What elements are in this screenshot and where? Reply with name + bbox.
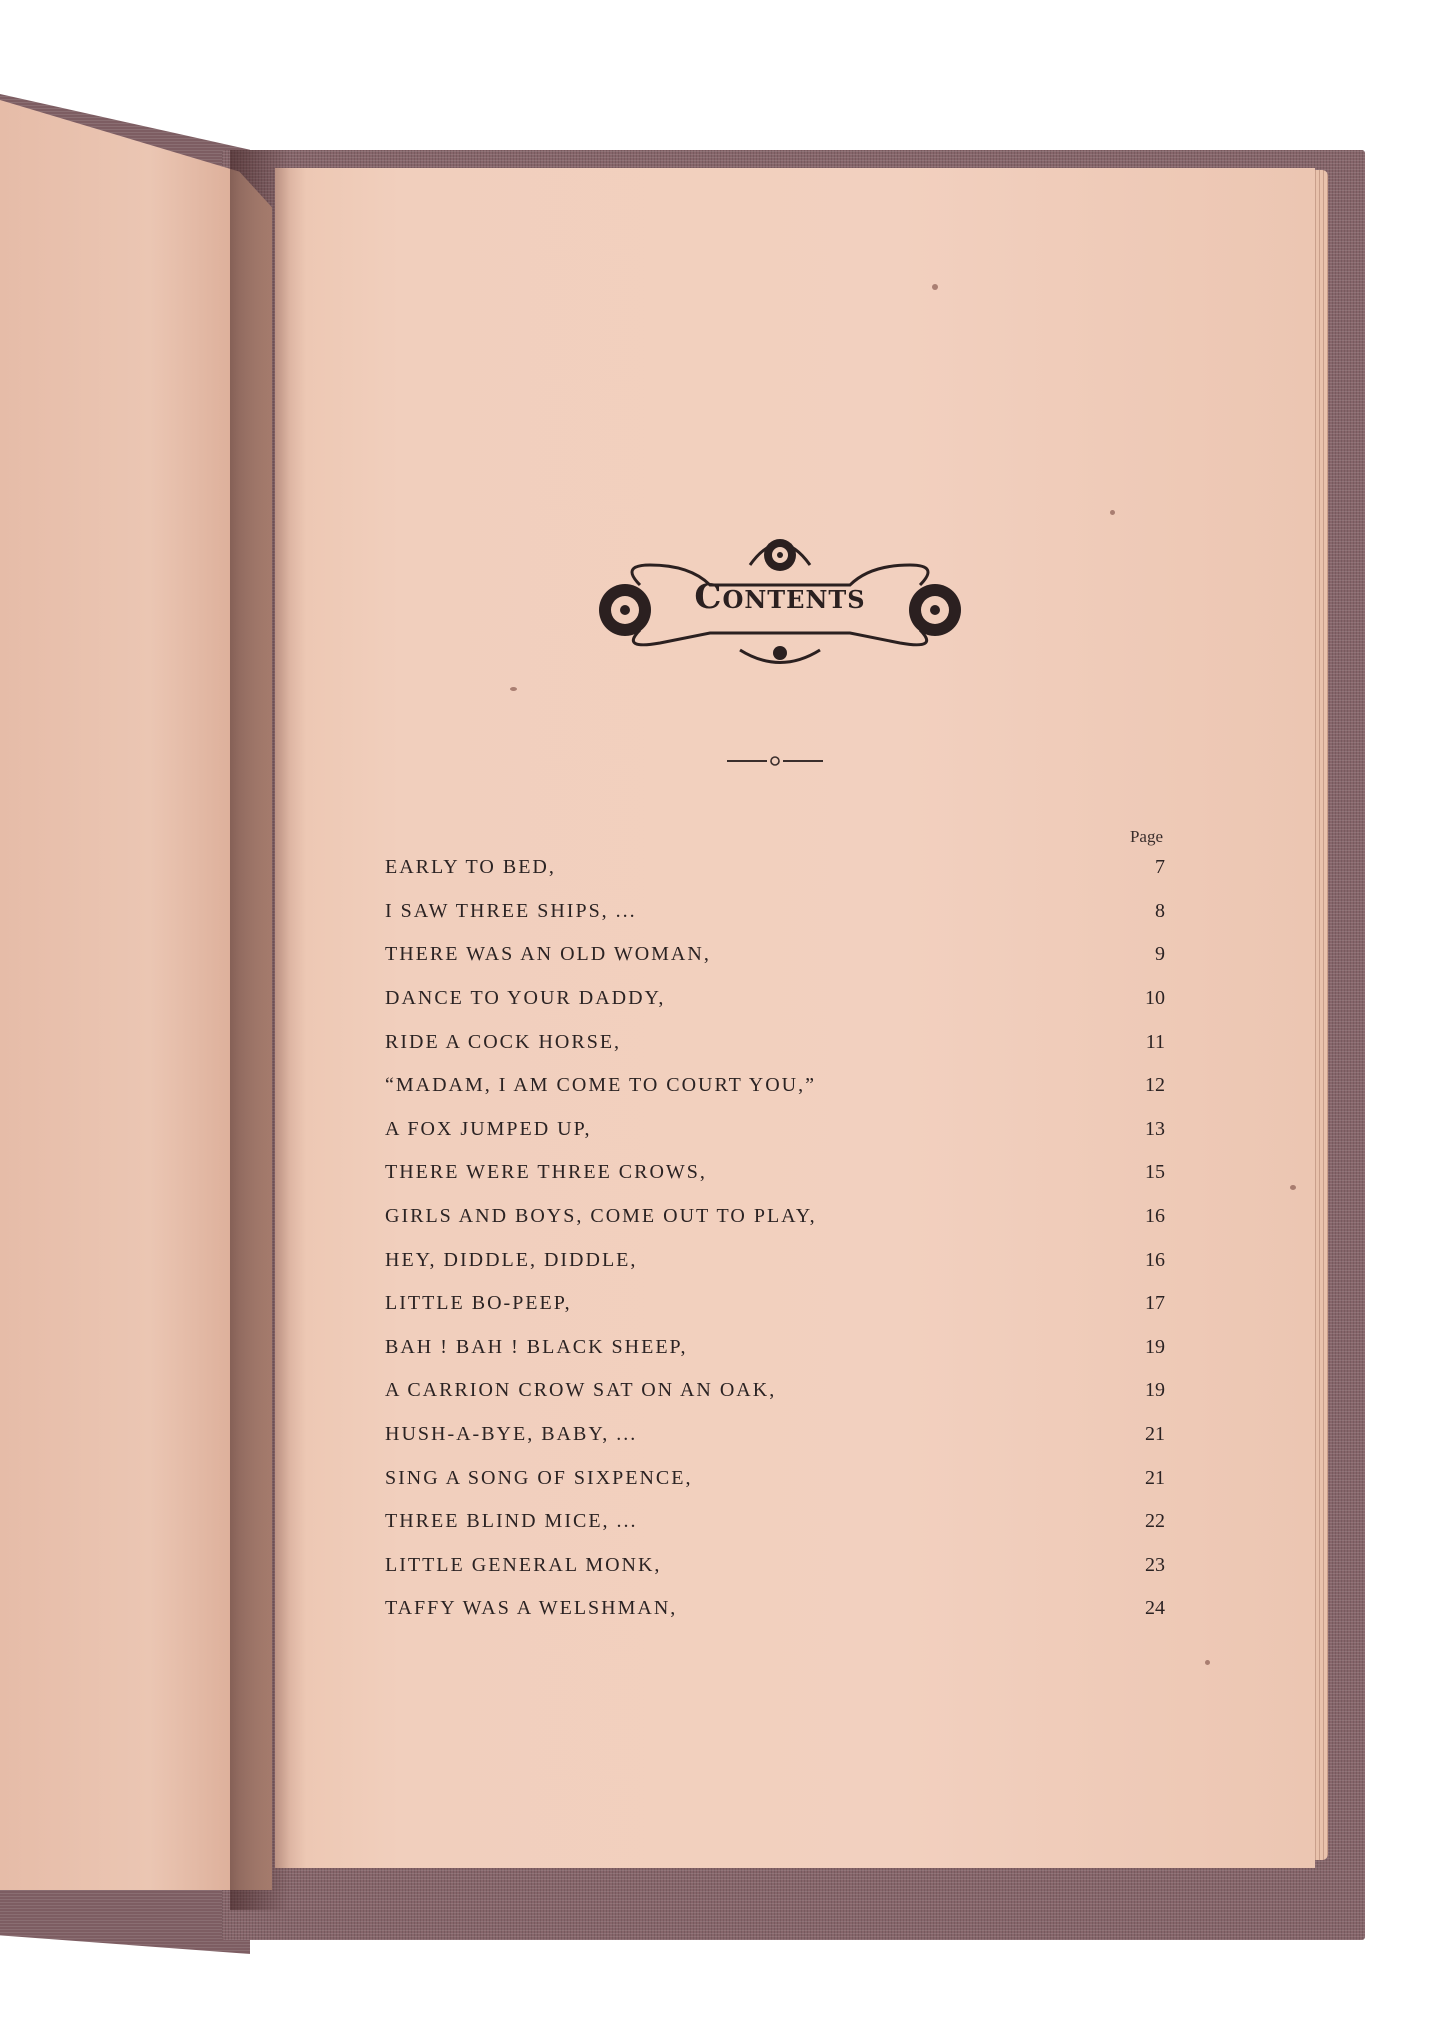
entry-page: 16	[1145, 1248, 1165, 1271]
entry-page: 19	[1145, 1379, 1165, 1402]
leader-dots	[829, 1207, 1117, 1227]
leader-dots	[828, 1076, 1117, 1096]
entry-title: TAFFY WAS A WELSHMAN,	[385, 1597, 678, 1620]
paper-speck	[510, 687, 517, 691]
entry-page: 10	[1145, 987, 1165, 1010]
entry-title: SING A SONG OF SIXPENCE,	[385, 1466, 693, 1489]
entry-title: LITTLE BO-PEEP,	[385, 1292, 572, 1315]
entry-title: RIDE A COCK HORSE,	[385, 1030, 622, 1053]
contents-heading-ornament	[580, 525, 980, 675]
entry-page: 21	[1145, 1423, 1165, 1446]
entry-page: 17	[1145, 1292, 1165, 1315]
entry-page: 22	[1145, 1510, 1165, 1533]
gutter-shadow	[230, 150, 290, 1910]
leader-dots	[719, 1163, 1117, 1183]
leader-dots	[673, 1555, 1117, 1575]
paper-speck	[932, 284, 938, 290]
entry-page: 15	[1145, 1161, 1165, 1184]
entry-title: THERE WAS AN OLD WOMAN,	[385, 943, 711, 966]
entry-page: 7	[1155, 856, 1165, 879]
leader-dots	[723, 945, 1117, 965]
leader-dots	[650, 1512, 1117, 1532]
list-item	[385, 1326, 1165, 1370]
entry-title: BAH ! BAH ! BLACK SHEEP,	[385, 1335, 688, 1358]
list-item	[385, 1456, 1165, 1500]
list-item	[385, 1500, 1165, 1544]
list-item	[385, 846, 1165, 890]
entry-page: 24	[1145, 1597, 1165, 1620]
entry-title: THERE WERE THREE CROWS,	[385, 1161, 707, 1184]
leader-dots	[699, 1337, 1117, 1357]
list-item	[385, 1108, 1165, 1152]
separator-icon	[725, 750, 825, 770]
entry-title: LITTLE GENERAL MONK,	[385, 1553, 662, 1576]
leader-dots	[689, 1599, 1117, 1619]
leader-dots	[677, 989, 1117, 1009]
list-item	[385, 1238, 1165, 1282]
leader-dots	[633, 1032, 1117, 1052]
entry-title: I SAW THREE SHIPS, ...	[385, 899, 637, 922]
entry-page: 23	[1145, 1553, 1165, 1576]
list-item	[385, 1195, 1165, 1239]
list-item	[385, 1151, 1165, 1195]
list-item	[385, 1587, 1165, 1631]
leader-dots	[788, 1381, 1117, 1401]
entry-title: EARLY TO BED,	[385, 856, 556, 879]
list-item	[385, 1413, 1165, 1457]
list-item	[385, 1369, 1165, 1413]
contents-heading: Contents	[694, 577, 866, 617]
entry-title: HEY, DIDDLE, DIDDLE,	[385, 1248, 638, 1271]
entry-page: 21	[1145, 1466, 1165, 1489]
list-item	[385, 1020, 1165, 1064]
paper-speck	[1205, 1660, 1210, 1665]
entry-title: HUSH-A-BYE, BABY, ...	[385, 1423, 638, 1446]
list-item	[385, 977, 1165, 1021]
paper-speck	[1110, 510, 1115, 515]
leader-dots	[705, 1468, 1118, 1488]
leader-dots	[584, 1294, 1117, 1314]
entry-title: A CARRION CROW SAT ON AN OAK,	[385, 1379, 777, 1402]
entry-page: 9	[1155, 943, 1165, 966]
entry-page: 13	[1145, 1117, 1165, 1140]
list-item	[385, 890, 1165, 934]
entry-page: 8	[1155, 899, 1165, 922]
list-item	[385, 1544, 1165, 1588]
paper-speck	[1290, 1185, 1296, 1190]
entry-title: “MADAM, I AM COME TO COURT YOU,”	[385, 1074, 816, 1097]
entry-page: 12	[1145, 1074, 1165, 1097]
list-item	[385, 933, 1165, 977]
leader-dots	[649, 1425, 1117, 1445]
leader-dots	[649, 901, 1117, 921]
entry-title: A FOX JUMPED UP,	[385, 1117, 592, 1140]
leader-dots	[604, 1119, 1118, 1139]
entry-title: DANCE TO YOUR DADDY,	[385, 987, 666, 1010]
entry-title: GIRLS AND BOYS, COME OUT TO PLAY,	[385, 1205, 817, 1228]
list-item	[385, 1064, 1165, 1108]
list-item	[385, 1282, 1165, 1326]
page-column-label: Page	[1129, 827, 1163, 846]
entry-page: 16	[1145, 1205, 1165, 1228]
entry-page: 19	[1145, 1335, 1165, 1358]
contents-list	[385, 846, 1165, 1631]
leader-dots	[568, 858, 1117, 878]
leader-dots	[649, 1250, 1117, 1270]
separator-rule	[725, 750, 825, 770]
entry-page: 11	[1145, 1030, 1165, 1053]
entry-title: THREE BLIND MICE, ...	[385, 1510, 638, 1533]
